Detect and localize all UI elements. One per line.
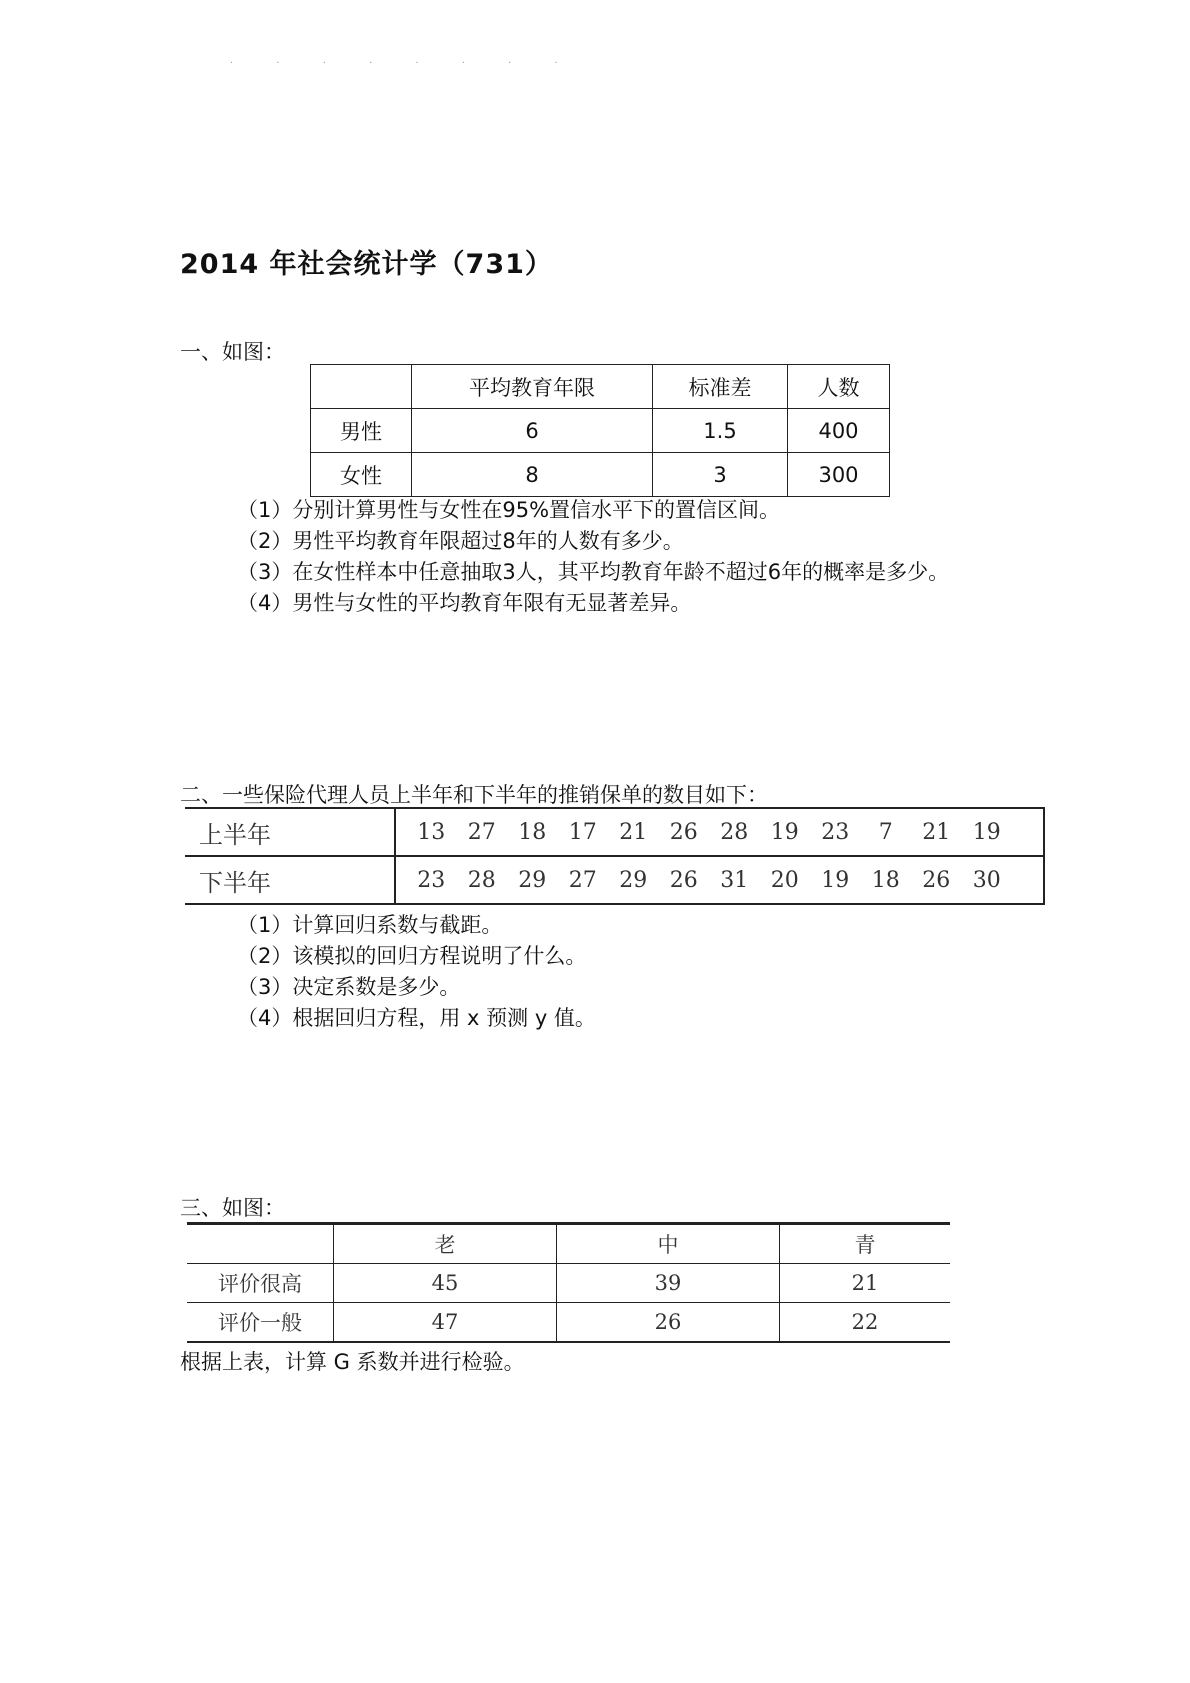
table-header: 标准差 bbox=[653, 365, 788, 409]
table-cell: 45 bbox=[334, 1264, 557, 1303]
table-header: 老 bbox=[334, 1224, 557, 1264]
value: 21 bbox=[619, 819, 648, 845]
question: （3）决定系数是多少。 bbox=[237, 975, 461, 999]
row-label: 评价很高 bbox=[187, 1264, 334, 1303]
page-title: 2014 年社会统计学（731） bbox=[180, 249, 553, 280]
table-header: 青 bbox=[780, 1224, 951, 1264]
table-header-row bbox=[187, 1224, 950, 1264]
table-cell: 400 bbox=[788, 409, 890, 453]
table-header: 人数 bbox=[788, 365, 890, 409]
table-cell: 47 bbox=[334, 1303, 557, 1343]
education-table bbox=[310, 364, 890, 497]
table-cell: 6 bbox=[412, 409, 653, 453]
value: 18 bbox=[518, 819, 547, 845]
value: 7 bbox=[878, 819, 893, 845]
value: 27 bbox=[467, 819, 496, 845]
table-cell: 26 bbox=[557, 1303, 780, 1343]
question: （2）男性平均教育年限超过8年的人数有多少。 bbox=[237, 529, 684, 553]
question: （4）男性与女性的平均教育年限有无显著差异。 bbox=[237, 591, 692, 615]
evaluation-table bbox=[187, 1222, 950, 1343]
row-label: 下半年 bbox=[185, 856, 395, 904]
value: 20 bbox=[770, 867, 799, 893]
table-cell: 3 bbox=[653, 453, 788, 497]
question: （3）在女性样本中任意抽取3人，其平均教育年龄不超过6年的概率是多少。 bbox=[237, 560, 950, 584]
value: 26 bbox=[922, 867, 951, 893]
values-cell bbox=[395, 856, 1044, 904]
question: （2）该模拟的回归方程说明了什么。 bbox=[237, 944, 587, 968]
table-row bbox=[187, 1303, 950, 1343]
value: 29 bbox=[518, 867, 547, 893]
value: 27 bbox=[568, 867, 597, 893]
table-row bbox=[311, 409, 890, 453]
table-row bbox=[185, 808, 1044, 856]
value: 19 bbox=[972, 819, 1001, 845]
section3-note: 根据上表，计算 G 系数并进行检验。 bbox=[180, 1350, 525, 1374]
value: 21 bbox=[922, 819, 951, 845]
table-cell: 39 bbox=[557, 1264, 780, 1303]
value: 28 bbox=[467, 867, 496, 893]
row-label: 男性 bbox=[311, 409, 412, 453]
table-cell: 1.5 bbox=[653, 409, 788, 453]
value: 13 bbox=[417, 819, 446, 845]
section3-heading: 三、如图： bbox=[180, 1196, 285, 1220]
value: 31 bbox=[720, 867, 749, 893]
value: 17 bbox=[568, 819, 597, 845]
value: 19 bbox=[821, 867, 850, 893]
section1-heading: 一、如图： bbox=[180, 340, 285, 364]
table-header: 中 bbox=[557, 1224, 780, 1264]
table-cell: 8 bbox=[412, 453, 653, 497]
value: 19 bbox=[770, 819, 799, 845]
question: （1）计算回归系数与截距。 bbox=[237, 913, 503, 937]
table-cell: 22 bbox=[780, 1303, 951, 1343]
row-label: 上半年 bbox=[185, 808, 395, 856]
value: 23 bbox=[417, 867, 446, 893]
value: 28 bbox=[720, 819, 749, 845]
table-cell bbox=[311, 365, 412, 409]
table-cell bbox=[187, 1224, 334, 1264]
value: 26 bbox=[669, 819, 698, 845]
table-cell: 300 bbox=[788, 453, 890, 497]
value: 18 bbox=[871, 867, 900, 893]
section2-heading: 二、一些保险代理人员上半年和下半年的推销保单的数目如下： bbox=[180, 783, 768, 807]
question-list-2 bbox=[237, 910, 596, 1034]
row-label: 评价一般 bbox=[187, 1303, 334, 1343]
value: 30 bbox=[972, 867, 1001, 893]
row-label: 女性 bbox=[311, 453, 412, 497]
table-header-row bbox=[311, 365, 890, 409]
scan-artifact-dots: · · · · · · · · bbox=[230, 58, 578, 69]
value: 29 bbox=[619, 867, 648, 893]
table-row bbox=[311, 453, 890, 497]
table-row bbox=[187, 1264, 950, 1303]
value: 23 bbox=[821, 819, 850, 845]
table-cell: 21 bbox=[780, 1264, 951, 1303]
question: （1）分别计算男性与女性在95%置信水平下的置信区间。 bbox=[237, 498, 781, 522]
table-header: 平均教育年限 bbox=[412, 365, 653, 409]
table-row bbox=[185, 856, 1044, 904]
question: （4）根据回归方程，用 x 预测 y 值。 bbox=[237, 1006, 596, 1030]
question-list-1 bbox=[237, 495, 949, 619]
value: 26 bbox=[669, 867, 698, 893]
values-cell bbox=[395, 808, 1044, 856]
insurance-sales-table bbox=[185, 807, 1045, 905]
